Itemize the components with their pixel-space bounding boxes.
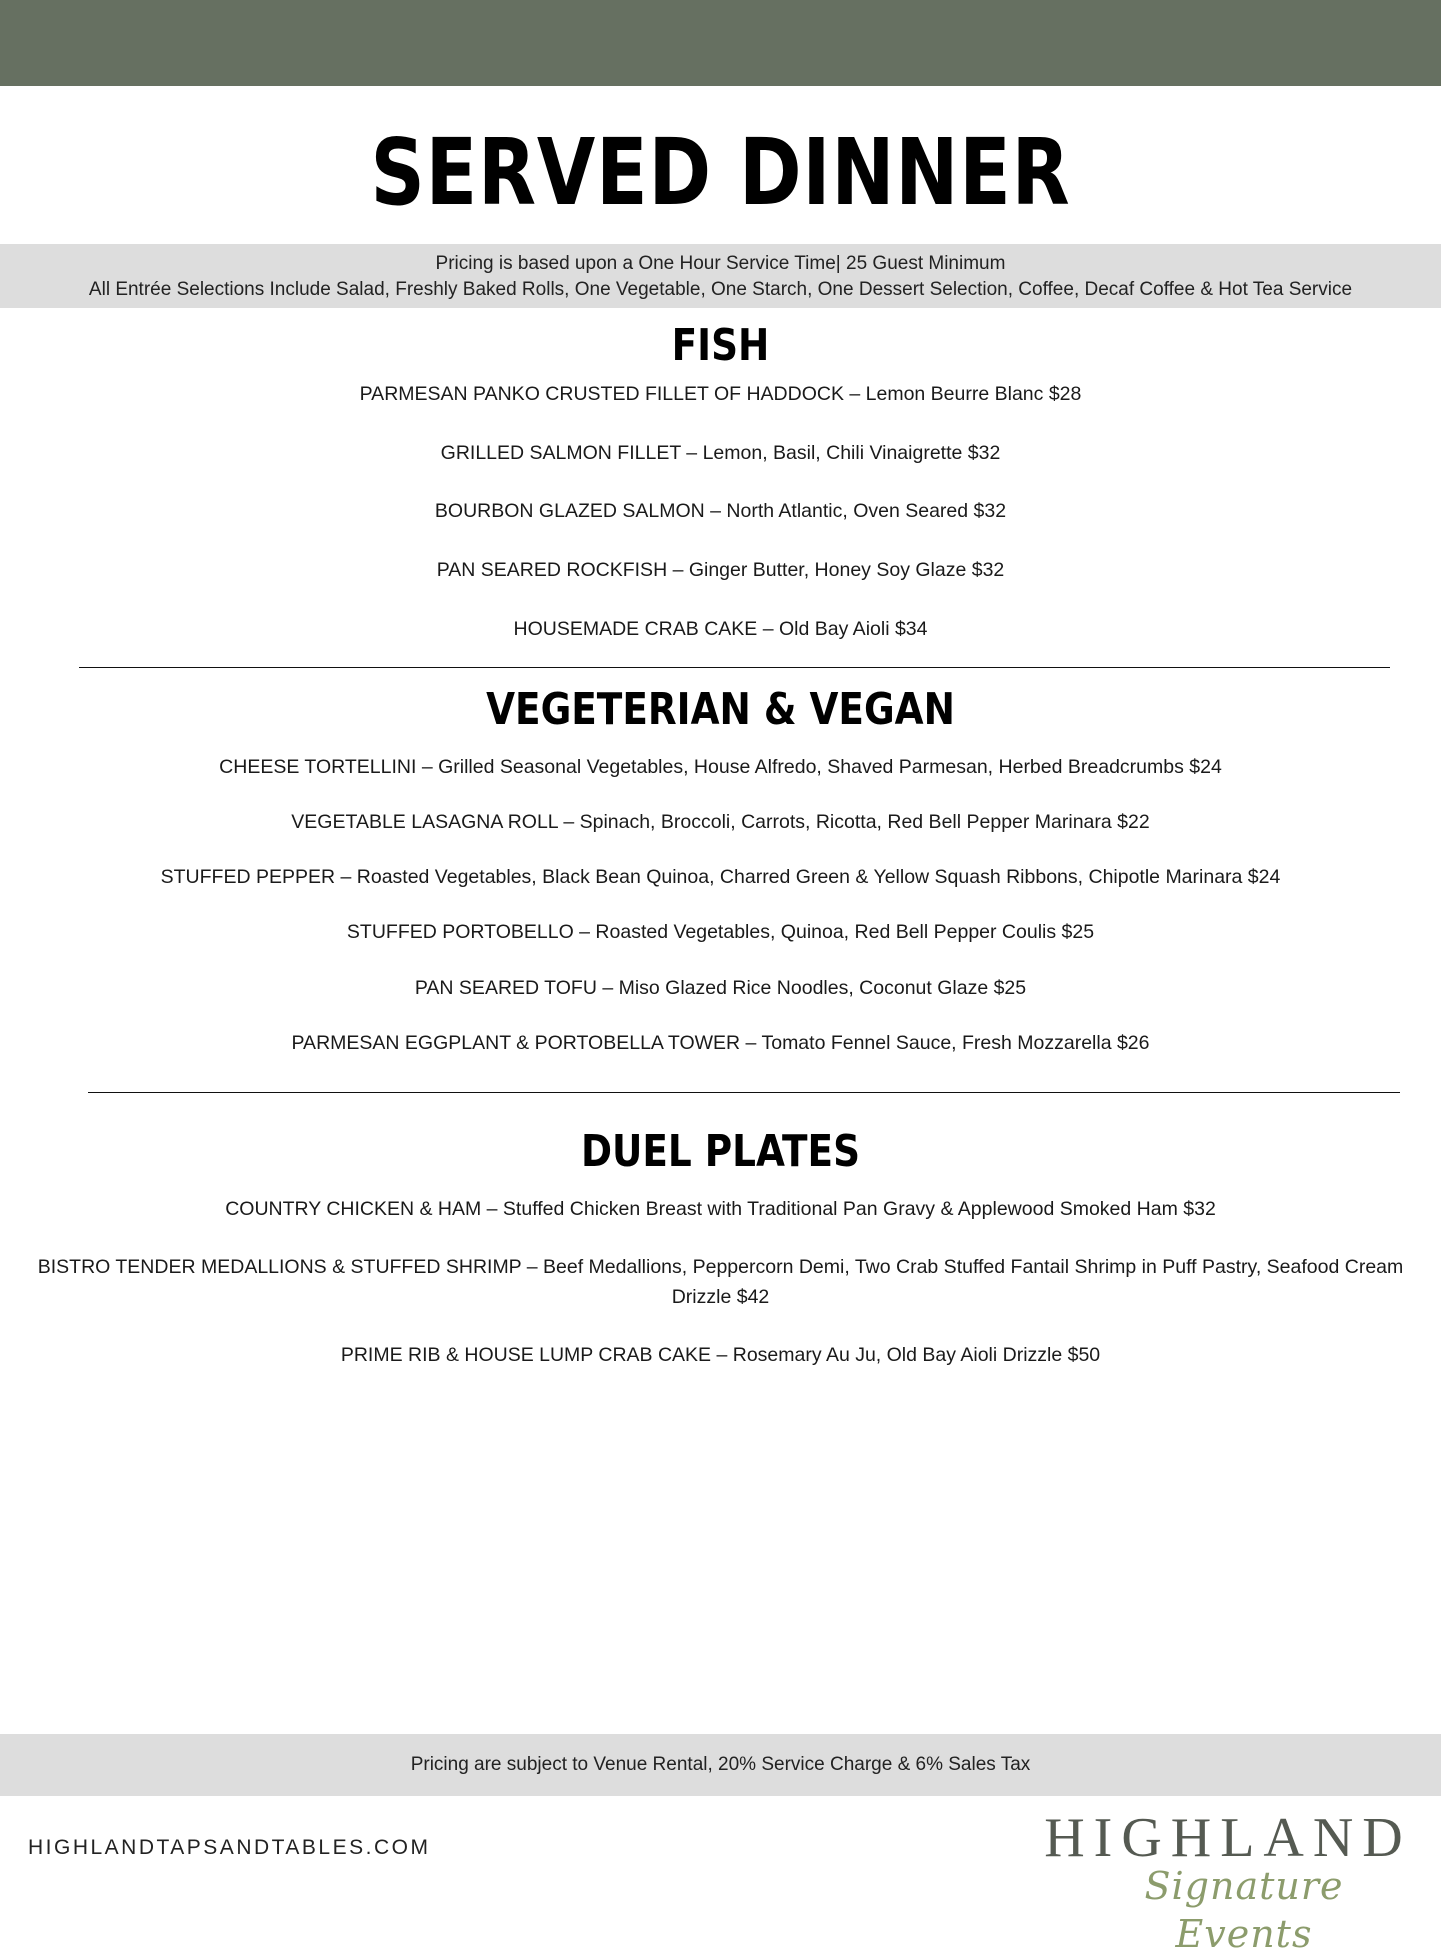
menu-item: CHEESE TORTELLINI – Grilled Seasonal Vegetables, House Alfredo, Shaved Parmesan, Herbed Breadcrumbs $24: [219, 756, 1222, 778]
menu-item: STUFFED PORTOBELLO – Roasted Vegetables, Quinoa, Red Bell Pepper Coulis $25: [346, 921, 1095, 943]
menu-item: PAN SEARED TOFU – Miso Glazed Rice Noodles, Coconut Glaze $25: [414, 977, 1027, 999]
menu-item: PARMESAN EGGPLANT & PORTOBELLA TOWER – Tomato Fennel Sauce, Fresh Mozzarella $26: [291, 1032, 1150, 1054]
logo-script-text: Signature Events: [1144, 1864, 1344, 1956]
menu-item: COUNTRY CHICKEN & HAM – Stuffed Chicken Breast with Traditional Pan Gravy & Applewood Smoked Ham $32: [225, 1198, 1216, 1220]
pricing-info-line-2: All Entrée Selections Include Salad, Freshly Baked Rolls, One Vegetable, One Starch, One Dessert Selection, Coffee, Decaf Coffee & Hot Tea Service: [88, 279, 1353, 300]
highland-logo: [1038, 1806, 1418, 1956]
pricing-info-band: [0, 244, 1441, 308]
section-title-duel-plates: DUEL PLATES: [580, 1126, 861, 1177]
menu-item: BISTRO TENDER MEDALLIONS & STUFFED SHRIMP – Beef Medallions, Peppercorn Demi, Two Crab Stuffed Fantail Shrimp in Puff Pastry, Seafood Cream Drizzle $42: [37, 1256, 1404, 1308]
menu-item: HOUSEMADE CRAB CAKE – Old Bay Aioli $34: [513, 618, 928, 640]
logo-wordmark: HIGHLAND: [1044, 1807, 1412, 1869]
pricing-info-line-1: Pricing is based upon a One Hour Service Time| 25 Guest Minimum: [435, 253, 1006, 274]
page-title: SERVED DINNER: [370, 119, 1071, 226]
menu-item: GRILLED SALMON FILLET – Lemon, Basil, Chili Vinaigrette $32: [440, 442, 1001, 464]
menu-item: PAN SEARED ROCKFISH – Ginger Butter, Honey Soy Glaze $32: [436, 559, 1005, 581]
menu-item: PRIME RIB & HOUSE LUMP CRAB CAKE – Rosemary Au Ju, Old Bay Aioli Drizzle $50: [340, 1344, 1101, 1366]
section-divider: [79, 667, 1390, 668]
section-title-fish: FISH: [671, 320, 770, 371]
menu-item: STUFFED PEPPER – Roasted Vegetables, Black Bean Quinoa, Charred Green & Yellow Squash Ribbons, Chipotle Marinara $24: [160, 866, 1281, 888]
pricing-note: Pricing are subject to Venue Rental, 20% Service Charge & 6% Sales Tax: [410, 1754, 1031, 1775]
menu-item: BOURBON GLAZED SALMON – North Atlantic, Oven Seared $32: [434, 500, 1007, 522]
section-divider: [88, 1092, 1400, 1093]
pricing-note-band: [0, 1734, 1441, 1796]
top-color-band: [0, 0, 1441, 86]
section-title-vegetarian: VEGETERIAN & VEGAN: [486, 684, 955, 735]
menu-item: PARMESAN PANKO CRUSTED FILLET OF HADDOCK – Lemon Beurre Blanc $28: [359, 383, 1082, 405]
menu-item: VEGETABLE LASAGNA ROLL – Spinach, Broccoli, Carrots, Ricotta, Red Bell Pepper Marinara $22: [291, 811, 1150, 833]
website-url: HIGHLANDTAPSANDTABLES.COM: [28, 1836, 431, 1859]
